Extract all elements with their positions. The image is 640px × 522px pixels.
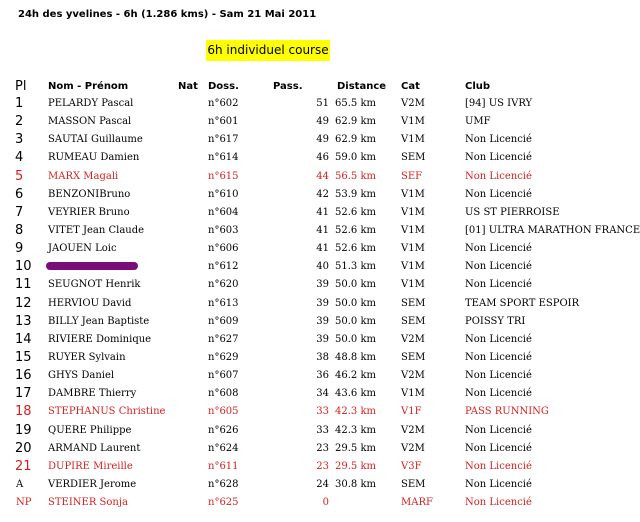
distance-cell: 65.5 km: [335, 98, 376, 109]
name-cell: MARX Magali: [48, 170, 119, 182]
club-cell: TEAM SPORT ESPOIR: [465, 297, 580, 309]
club-cell: Non Licencié: [465, 352, 532, 363]
laps-cell: 33: [316, 406, 329, 418]
name-cell: QUERE Philippe: [48, 424, 132, 436]
bib-cell: n°605: [208, 406, 239, 418]
distance-cell: 52.6 km: [335, 225, 376, 236]
name-cell: HERVIOU David: [48, 297, 132, 309]
category-cell: V2M: [401, 333, 425, 345]
placing-cell: 7: [15, 204, 24, 220]
bib-cell: n°603: [208, 225, 239, 236]
distance-cell: 48.8 km: [335, 352, 376, 363]
club-cell: Non Licencié: [465, 370, 532, 382]
table-row: [0, 240, 640, 258]
club-cell: Non Licencié: [465, 333, 532, 345]
club-cell: Non Licencié: [465, 279, 532, 291]
name-cell: DUPIRE Mireille: [48, 460, 133, 472]
club-cell: Non Licencié: [465, 188, 532, 200]
laps-cell: 41: [316, 225, 329, 236]
laps-cell: 44: [316, 170, 329, 182]
category-cell: V1M: [401, 388, 425, 400]
table-row: [0, 476, 640, 494]
bib-cell: n°628: [208, 478, 239, 490]
laps-cell: 0: [322, 497, 329, 509]
club-cell: Non Licencié: [465, 424, 532, 436]
bib-cell: n°615: [208, 170, 239, 182]
laps-cell: 23: [316, 442, 329, 454]
laps-cell: 39: [316, 315, 329, 327]
name-cell: PELARDY Pascal: [48, 98, 134, 109]
name-cell: DAMBRE Thierry: [48, 388, 137, 400]
distance-cell: 52.6 km: [335, 243, 376, 255]
club-cell: Non Licencié: [465, 497, 532, 509]
bib-cell: n°613: [208, 297, 239, 309]
laps-cell: 24: [316, 478, 329, 490]
placing-cell: 8: [15, 223, 24, 238]
club-cell: UMF: [465, 116, 491, 128]
laps-cell: 36: [316, 370, 329, 382]
category-cell: V1M: [401, 225, 425, 236]
club-cell: Non Licencié: [465, 388, 532, 400]
table-row: [0, 313, 640, 331]
table-row: [0, 131, 640, 149]
name-cell: BENZONIBruno: [48, 188, 131, 200]
table-row: [0, 186, 640, 204]
laps-cell: 39: [316, 297, 329, 309]
category-cell: V1M: [401, 206, 425, 218]
placing-cell: 16: [15, 368, 32, 384]
club-cell: PASS RUNNING: [465, 406, 549, 418]
bib-cell: n°607: [208, 370, 239, 382]
laps-cell: 33: [316, 424, 329, 436]
laps-cell: 41: [316, 206, 329, 218]
table-row: [0, 403, 640, 421]
header-cat: Cat: [401, 81, 420, 92]
category-cell: V1M: [401, 116, 425, 128]
category-cell: V2M: [401, 98, 425, 109]
bib-cell: n°602: [208, 98, 239, 109]
laps-cell: 41: [316, 243, 329, 255]
table-row: [0, 458, 640, 476]
table-row: [0, 258, 640, 276]
table-row: [0, 204, 640, 222]
placing-cell: 2: [15, 114, 24, 130]
table-row: [0, 276, 640, 294]
category-cell: SEM: [401, 478, 426, 490]
table-row: [0, 422, 640, 440]
category-cell: SEM: [401, 315, 426, 327]
table-row: [0, 349, 640, 367]
placing-cell: 1: [15, 96, 24, 111]
distance-cell: 42.3 km: [335, 424, 376, 436]
distance-cell: 46.2 km: [335, 370, 376, 382]
category-cell: SEM: [401, 297, 426, 309]
distance-cell: 50.0 km: [335, 297, 376, 309]
table-row: [0, 113, 640, 131]
name-cell: VERDIER Jerome: [48, 478, 137, 490]
bib-cell: n°614: [208, 152, 239, 164]
category-cell: SEM: [401, 152, 426, 164]
placing-cell: 4: [15, 150, 24, 166]
header-club: Club: [465, 81, 491, 92]
table-row: [0, 494, 640, 512]
name-cell: ARMAND Laurent: [48, 442, 141, 454]
name-cell: STEINER Sonja: [48, 497, 128, 509]
distance-cell: 59.0 km: [335, 152, 376, 164]
laps-cell: 49: [316, 134, 329, 146]
header-name: Nom - Prénom: [48, 81, 129, 92]
table-row: [0, 385, 640, 403]
name-cell: RIVIERE Dominique: [48, 333, 152, 345]
header-distance: Distance: [337, 81, 387, 92]
table-row: [0, 149, 640, 167]
laps-cell: 42: [316, 188, 329, 200]
table-row: [0, 168, 640, 186]
placing-cell: 21: [15, 458, 32, 474]
club-cell: Non Licencié: [465, 478, 532, 490]
bib-cell: n°604: [208, 206, 239, 218]
bib-cell: n°611: [208, 460, 239, 472]
laps-cell: 39: [316, 333, 329, 345]
distance-cell: 53.9 km: [335, 188, 376, 200]
laps-cell: 49: [316, 116, 329, 128]
bib-cell: n°601: [208, 116, 239, 128]
placing-cell: 11: [15, 277, 32, 293]
bib-cell: n°626: [208, 424, 239, 436]
distance-cell: 50.0 km: [335, 315, 376, 327]
club-cell: Non Licencié: [465, 261, 532, 273]
race-category-banner: 6h individuel course: [206, 40, 330, 61]
laps-cell: 39: [316, 279, 329, 291]
name-cell: RUYER Sylvain: [48, 352, 126, 363]
name-cell: VEYRIER Bruno: [48, 206, 130, 218]
header-pass: Pass.: [273, 81, 303, 92]
category-cell: V1M: [401, 261, 425, 273]
name-cell: VITET Jean Claude: [48, 225, 145, 236]
category-cell: V1M: [401, 188, 425, 200]
distance-cell: 29.5 km: [335, 442, 376, 454]
club-cell: Non Licencié: [465, 152, 532, 164]
club-cell: [94] US IVRY: [465, 98, 533, 109]
bib-cell: n°606: [208, 243, 239, 255]
bib-cell: n°620: [208, 279, 239, 291]
club-cell: POISSY TRI: [465, 315, 526, 327]
distance-cell: 29.5 km: [335, 460, 376, 472]
name-cell: STEPHANUS Christine: [48, 406, 166, 418]
name-cell: SEUGNOT Henrik: [48, 279, 141, 291]
table-row: [0, 295, 640, 313]
category-cell: V2M: [401, 370, 425, 382]
table-row: [0, 95, 640, 113]
distance-cell: 62.9 km: [335, 116, 376, 128]
name-cell: RUMEAU Damien: [48, 152, 140, 164]
bib-cell: n°625: [208, 497, 239, 509]
name-cell: MASSON Pascal: [48, 116, 132, 128]
placing-cell: 12: [15, 295, 32, 311]
placing-cell: 13: [15, 313, 32, 329]
category-cell: V2M: [401, 442, 425, 454]
placing-cell: NP: [16, 497, 32, 509]
table-row: [0, 222, 640, 240]
laps-cell: 40: [316, 261, 329, 273]
placing-cell: A: [16, 478, 24, 490]
distance-cell: 30.8 km: [335, 478, 376, 490]
distance-cell: 50.0 km: [335, 279, 376, 291]
name-cell: GHYS Daniel: [48, 370, 115, 382]
bib-cell: n°629: [208, 352, 239, 363]
bib-cell: n°612: [208, 261, 239, 273]
page-title: 24h des yvelines - 6h (1.286 kms) - Sam 21 Mai 2011: [18, 9, 317, 20]
laps-cell: 38: [316, 352, 329, 363]
category-cell: V1M: [401, 243, 425, 255]
category-cell: V2M: [401, 424, 425, 436]
placing-cell: 14: [15, 331, 32, 347]
laps-cell: 51: [316, 98, 329, 109]
club-cell: [01] ULTRA MARATHON FRANCE: [465, 225, 640, 236]
category-cell: V1F: [401, 406, 422, 418]
placing-cell: 10: [15, 259, 32, 275]
header-pl: Pl: [15, 79, 27, 94]
placing-cell: 20: [15, 440, 32, 456]
club-cell: Non Licencié: [465, 170, 532, 182]
header-nat: Nat: [178, 81, 198, 92]
header-doss: Doss.: [208, 81, 239, 92]
category-cell: V1M: [401, 134, 425, 146]
distance-cell: 56.5 km: [335, 170, 376, 182]
bib-cell: n°609: [208, 315, 239, 327]
distance-cell: 43.6 km: [335, 388, 376, 400]
bib-cell: n°608: [208, 388, 239, 400]
name-cell: SAUTAI Guillaume: [48, 134, 143, 146]
bib-cell: n°627: [208, 333, 239, 345]
placing-cell: 19: [15, 422, 32, 438]
placing-cell: 17: [15, 386, 32, 402]
placing-cell: 3: [15, 132, 24, 148]
club-cell: US ST PIERROISE: [465, 206, 560, 218]
placing-cell: 18: [15, 404, 32, 420]
redaction-mark: [46, 262, 138, 270]
bib-cell: n°617: [208, 134, 239, 146]
placing-cell: 15: [15, 350, 32, 365]
distance-cell: 42.3 km: [335, 406, 376, 418]
table-row: [0, 440, 640, 458]
bib-cell: n°624: [208, 442, 239, 454]
placing-cell: 5: [15, 168, 24, 184]
placing-cell: 6: [15, 186, 24, 202]
bib-cell: n°610: [208, 188, 239, 200]
category-cell: V3F: [401, 460, 422, 472]
table-row: [0, 367, 640, 385]
distance-cell: 62.9 km: [335, 134, 376, 146]
category-cell: MARF: [401, 497, 433, 509]
category-cell: SEF: [401, 170, 423, 182]
laps-cell: 34: [316, 388, 329, 400]
club-cell: Non Licencié: [465, 460, 532, 472]
club-cell: Non Licencié: [465, 442, 532, 454]
distance-cell: 52.6 km: [335, 206, 376, 218]
distance-cell: 51.3 km: [335, 261, 376, 273]
name-cell: JAOUEN Loic: [48, 243, 117, 255]
table-row: [0, 331, 640, 349]
distance-cell: 50.0 km: [335, 333, 376, 345]
club-cell: Non Licencié: [465, 134, 532, 146]
club-cell: Non Licencié: [465, 243, 532, 255]
laps-cell: 23: [316, 460, 329, 472]
placing-cell: 9: [15, 241, 24, 257]
category-cell: V1M: [401, 279, 425, 291]
laps-cell: 46: [316, 152, 329, 164]
category-cell: SEM: [401, 352, 426, 363]
name-cell: BILLY Jean Baptiste: [48, 315, 150, 327]
